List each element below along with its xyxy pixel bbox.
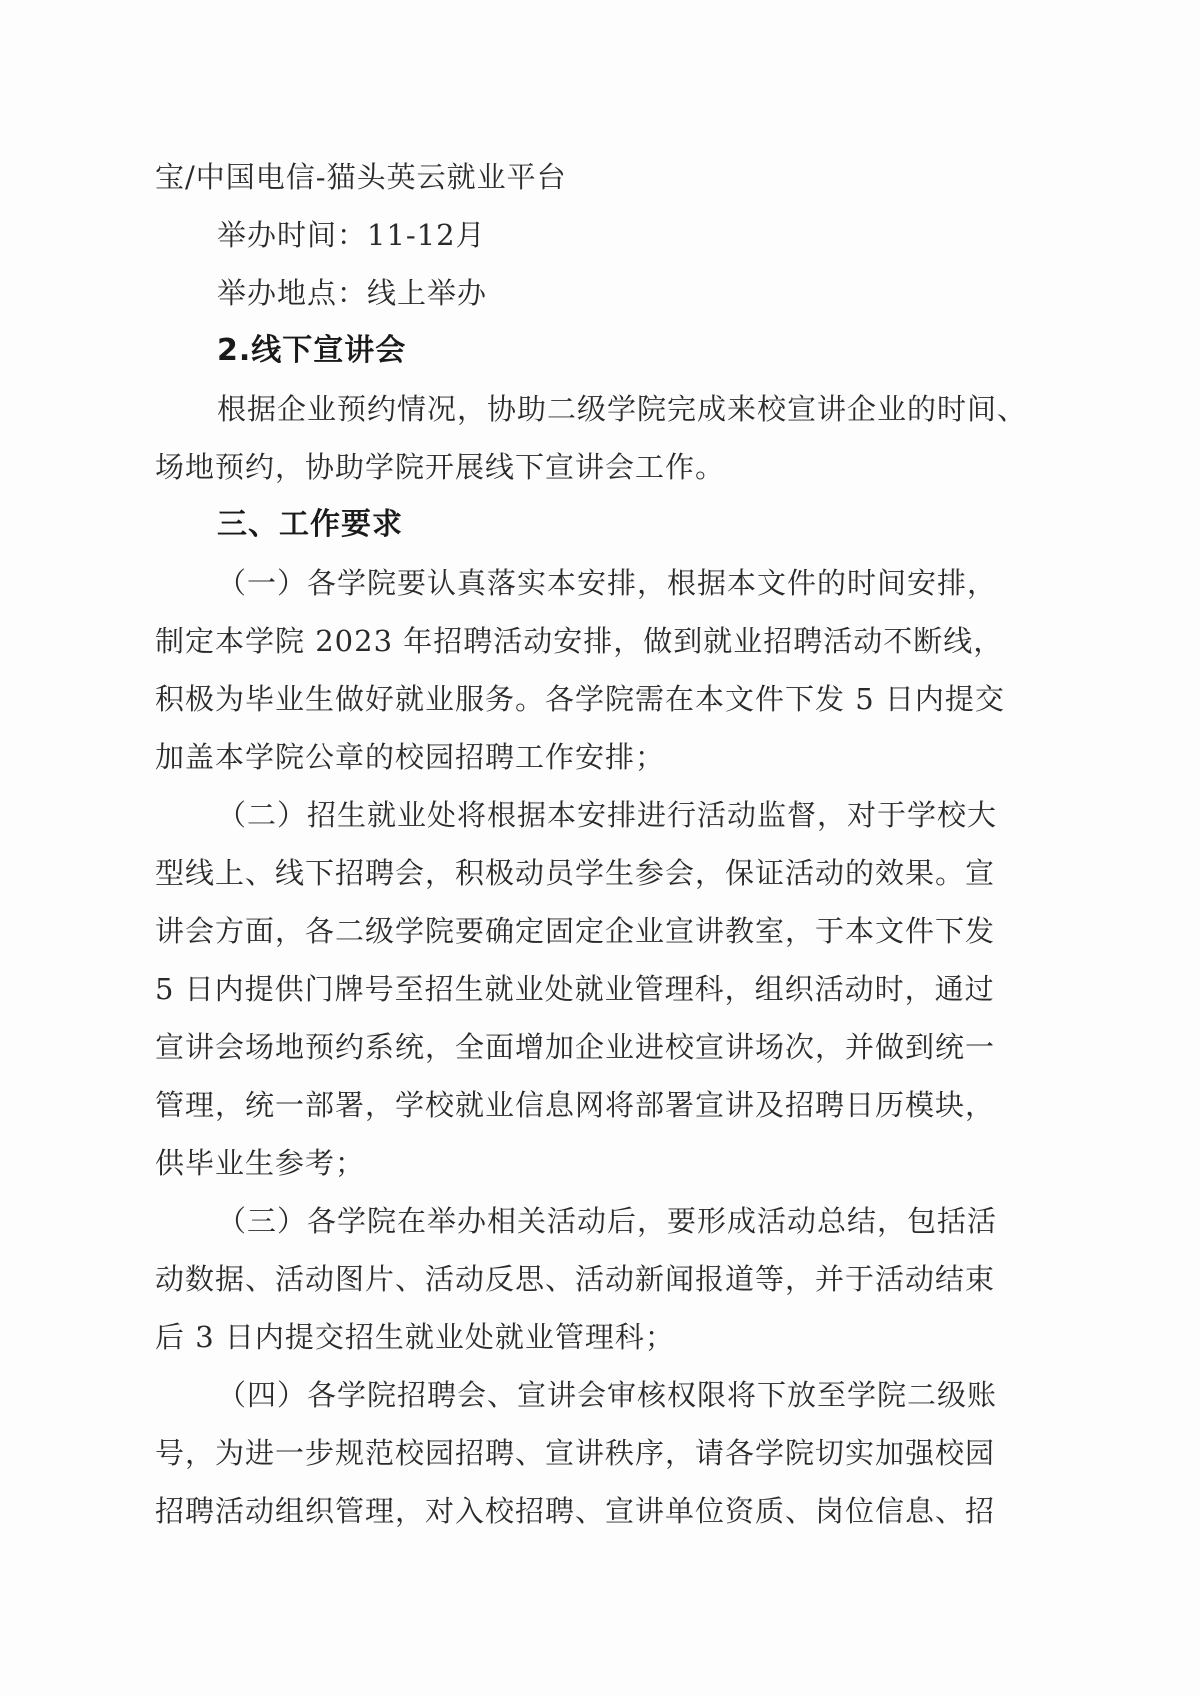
text-line: 号，为进一步规范校园招聘、宣讲秩序，请各学院切实加强校园 [155,1436,996,1470]
text-line: 宝/中国电信-猫头英云就业平台 [155,160,567,194]
text-line: 宣讲会场地预约系统，全面增加企业进校宣讲场次，并做到统一 [155,1030,996,1064]
text-line: （一）各学院要认真落实本安排，根据本文件的时间安排， [217,566,998,600]
section-heading: 三、工作要求 [217,507,403,542]
section-heading: 2.线下宣讲会 [217,333,407,368]
text-line: （二）招生就业处将根据本安排进行活动监督，对于学校大 [217,798,998,832]
text-line: （三）各学院在举办相关活动后，要形成活动总结，包括活 [217,1204,998,1238]
text-line: 招聘活动组织管理，对入校招聘、宣讲单位资质、岗位信息、招 [155,1494,996,1528]
text-line: 型线上、线下招聘会，积极动员学生参会，保证活动的效果。宣 [155,856,996,890]
text-line: 根据企业预约情况，协助二级学院完成来校宣讲企业的时间、 [217,392,1028,426]
text-line: （四）各学院招聘会、宣讲会审核权限将下放至学院二级账 [217,1378,998,1412]
text-line: 场地预约，协助学院开展线下宣讲会工作。 [155,450,726,484]
text-line: 5 日内提供门牌号至招生就业处就业管理科，组织活动时，通过 [155,972,995,1006]
text-line: 供毕业生参考； [155,1146,366,1180]
text-line: 管理，统一部署，学校就业信息网将部署宣讲及招聘日历模块， [155,1088,996,1122]
text-line: 举办地点：线上举办 [217,276,488,310]
text-line: 积极为毕业生做好就业服务。各学院需在本文件下发 5 日内提交 [155,682,1005,716]
text-line: 制定本学院 2023 年招聘活动安排，做到就业招聘活动不断线， [155,624,1004,658]
document-body [155,148,1055,1540]
text-line: 举办时间：11-12月 [217,218,486,252]
text-line: 讲会方面，各二级学院要确定固定企业宣讲教室，于本文件下发 [155,914,996,948]
text-line: 加盖本学院公章的校园招聘工作安排； [155,740,666,774]
text-line: 后 3 日内提交招生就业处就业管理科； [155,1320,675,1354]
text-line: 动数据、活动图片、活动反思、活动新闻报道等，并于活动结束 [155,1262,996,1296]
